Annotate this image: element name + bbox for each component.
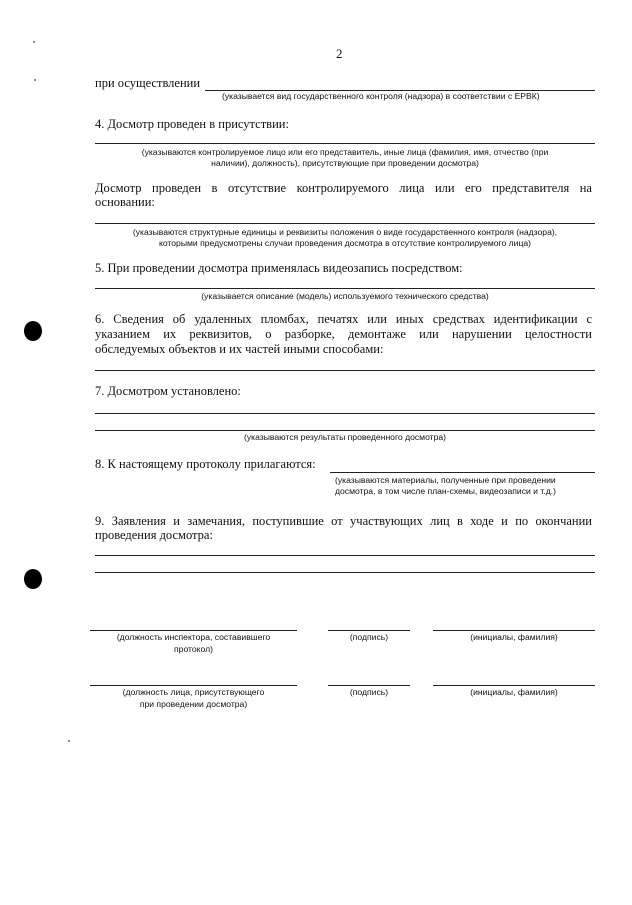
page-number: 2: [336, 46, 343, 61]
section-8-label: 8. К настоящему протоколу прилагаются:: [95, 457, 316, 471]
section-4-caption-2: наличии), должность), присутствующие при проведении досмотра): [211, 158, 479, 168]
section-9-fill-line-1: [95, 555, 595, 556]
absence-caption-1: (указываются структурные единицы и реквизиты положения о виде государственного контроля (надзора),: [132, 227, 558, 237]
section-5-caption: (указывается описание (модель) используемого технического средства): [201, 291, 489, 301]
inspector-position-line: [90, 630, 297, 631]
scan-speck: [34, 79, 36, 81]
section-4-caption-1: (указываются контролируемое лицо или его представитель, иные лица (фамилия, имя, отчество (при: [141, 147, 549, 157]
exercise-label: при осуществлении: [95, 76, 201, 90]
inspector-initials-line: [433, 630, 595, 631]
section-9-line-1: 9. Заявления и замечания, поступившие от участвующих лиц в ходе и по окончании: [95, 514, 592, 528]
section-5-label: 5. При проведении досмотра применялась видеозапись посредством:: [95, 261, 463, 275]
absence-fill-line: [95, 223, 595, 224]
absence-line-1: Досмотр проведен в отсутствие контролируемого лица или его представителя на: [95, 181, 592, 195]
scan-speck: [33, 41, 35, 43]
section-6-line-2: указанием их реквизитов, о разборке, демонтаже или нарушении целостности: [95, 327, 592, 341]
scan-speck: [68, 740, 70, 742]
present-person-position-line: [90, 685, 297, 686]
present-person-signature-line: [328, 685, 410, 686]
section-4-label: 4. Досмотр проведен в присутствии:: [95, 117, 289, 131]
section-8-fill-line: [330, 472, 595, 473]
section-8-caption-2: досмотра, в том числе план-схемы, видеозаписи и т.д.): [335, 486, 556, 496]
section-7-fill-line-1: [95, 413, 595, 414]
absence-line-2: основании:: [95, 195, 155, 209]
present-person-caption-2: при проведении досмотра): [139, 699, 248, 709]
inspector-signature-line: [328, 630, 410, 631]
section-5-fill-line: [95, 288, 595, 289]
present-person-caption-1: (должность лица, присутствующего: [122, 687, 265, 697]
inspector-position-caption-2: протокол): [174, 644, 213, 654]
present-person-initials-line: [433, 685, 595, 686]
section-7-fill-line-2: [95, 430, 595, 431]
scan-hole-punch: [24, 321, 42, 341]
section-6-line-1: 6. Сведения об удаленных пломбах, печатях или иных средствах идентификации с: [95, 312, 592, 326]
scan-hole-punch: [24, 569, 42, 589]
present-person-signature-caption: (подпись): [349, 687, 389, 697]
inspector-initials-caption: (инициалы, фамилия): [470, 632, 558, 642]
section-7-caption: (указываются результаты проведенного досмотра): [243, 432, 447, 442]
section-6-fill-line: [95, 370, 595, 371]
exercise-caption: (указывается вид государственного контроля (надзора) в соответствии с ЕРВК): [222, 91, 540, 101]
section-9-fill-line-2: [95, 572, 595, 573]
inspector-signature-caption: (подпись): [349, 632, 389, 642]
section-9-line-2: проведения досмотра:: [95, 528, 213, 542]
inspector-position-caption-1: (должность инспектора, составившего: [116, 632, 271, 642]
section-6-line-3: обследуемых объектов и их частей иными способами:: [95, 342, 384, 356]
section-7-label: 7. Досмотром установлено:: [95, 384, 241, 398]
present-person-initials-caption: (инициалы, фамилия): [470, 687, 558, 697]
section-4-fill-line: [95, 143, 595, 144]
absence-caption-2: которыми предусмотрены случаи проведения досмотра в отсутствие контролируемого лица): [158, 238, 532, 248]
section-8-caption-1: (указываются материалы, полученные при проведении: [335, 475, 556, 485]
